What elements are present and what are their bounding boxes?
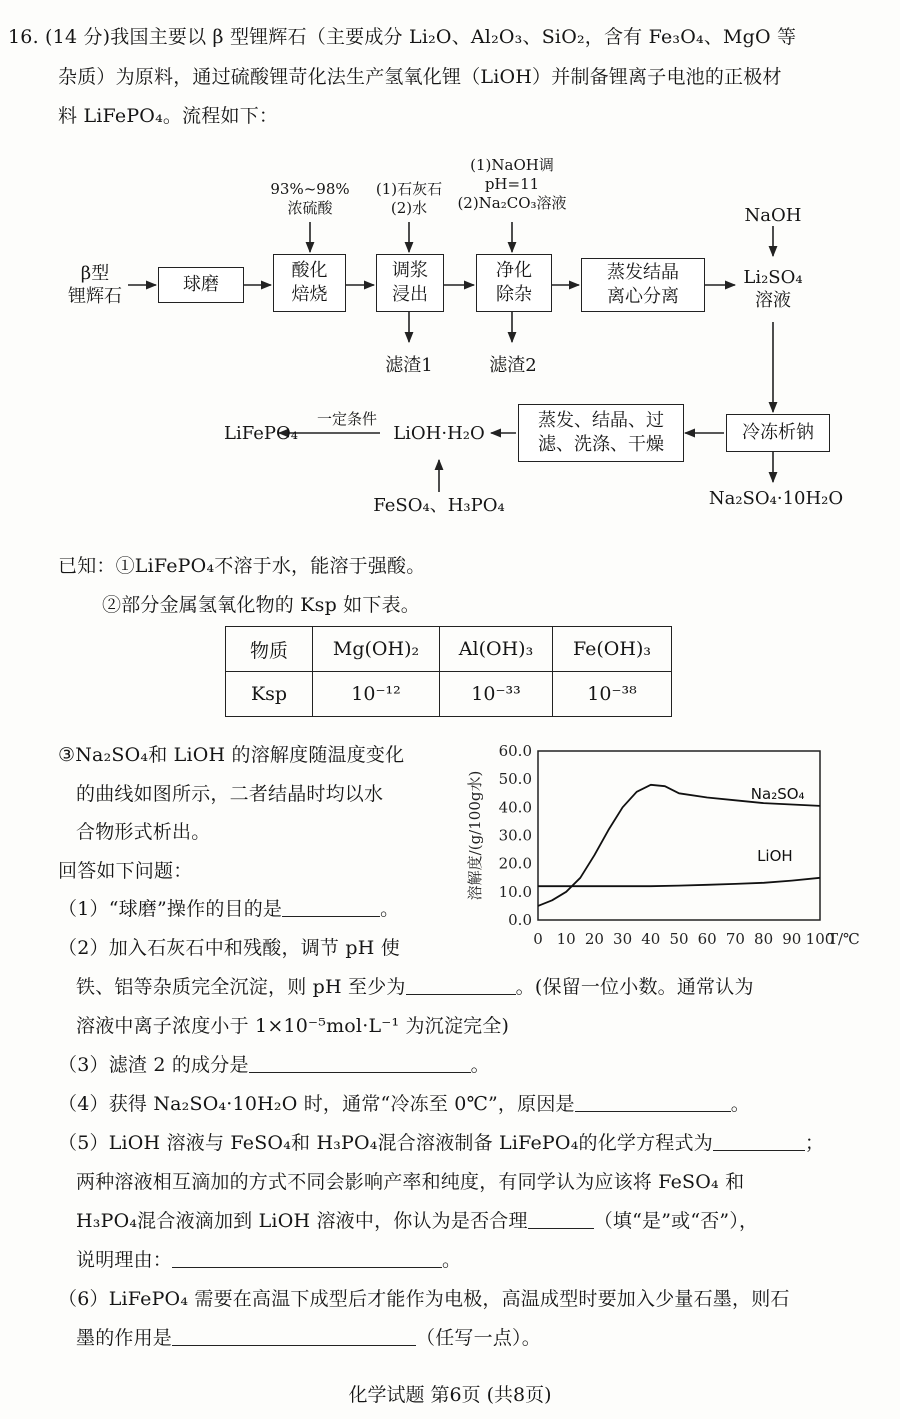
known-3-line3: 合物形式析出。 — [76, 821, 211, 843]
answer-blank-1[interactable] — [282, 896, 380, 917]
x-tick-label: 100 — [805, 930, 835, 948]
question-5-line1 — [58, 1130, 824, 1156]
purify-reagent-label: (1)NaOH调 pH=11 (2)Na₂CO₃溶液 — [457, 156, 567, 212]
answer-blank-5b[interactable] — [528, 1208, 594, 1229]
acid-roast-step: 酸化 焙烧 — [273, 254, 346, 312]
slurry-leach-step: 调浆 浸出 — [376, 254, 444, 312]
question-5-line2: 两种溶液相互滴加的方式不同会影响产率和纯度，有同学认为应该将 FeSO₄ 和 — [76, 1171, 745, 1193]
question-2-line2 — [76, 974, 754, 1000]
series-line-0 — [538, 785, 820, 906]
residue-1-label: 滤渣1 — [385, 355, 433, 376]
question-6-line1: （6）LiFePO₄ 需要在高温下成型后才能作为电极，高温成型时要加入少量石墨，则石 — [58, 1288, 790, 1310]
li2so4-solution-label: Li₂SO₄ 溶液 — [743, 267, 803, 311]
ksp-row-label: Ksp — [226, 672, 313, 717]
question-5-hint: （填“是”或“否”）， — [593, 1210, 759, 1232]
residue-2-label: 滤渣2 — [489, 355, 537, 376]
question-5-line3 — [76, 1208, 758, 1234]
x-tick-label: 90 — [782, 930, 802, 948]
question-1 — [58, 896, 399, 922]
raw-material-label: β型 锂辉石 — [68, 263, 122, 307]
slurry-reagent-label: (1)石灰石 (2)水 — [375, 180, 443, 217]
y-tick-label: 0.0 — [508, 911, 532, 929]
ksp-value-cell: 10⁻³⁸ — [553, 672, 672, 717]
question-3 — [58, 1052, 490, 1078]
evaporate-centrifuge-step: 蒸发结晶 离心分离 — [581, 258, 705, 312]
freeze-sodium-step: 冷冻析钠 — [726, 414, 830, 452]
x-tick-label: 10 — [556, 930, 576, 948]
lioh-hydrate-label: LiOH·H₂O — [393, 423, 485, 444]
ksp-table-value-row — [226, 672, 672, 717]
x-tick-label: 60 — [697, 930, 717, 948]
known-1: 已知：①LiFePO₄不溶于水，能溶于强酸。 — [58, 555, 426, 577]
x-tick-label: 0 — [533, 930, 543, 948]
known-3-line2: 的曲线如图所示，二者结晶时均以水 — [76, 783, 384, 805]
question-5-reason-label: 说明理由： — [76, 1249, 173, 1271]
question-4-text: （4）获得 Na₂SO₄·10H₂O 时，通常“冷冻至 0℃”，原因是 — [58, 1093, 575, 1115]
y-tick-label: 40.0 — [498, 798, 532, 817]
x-tick-label: 80 — [754, 930, 774, 948]
question-5-text-2: H₃PO₄混合液滴加到 LiOH 溶液中，你认为是否合理 — [76, 1210, 528, 1232]
purify-step: 净化 除杂 — [476, 254, 552, 312]
feso4-h3po4-label: FeSO₄、H₃PO₄ — [373, 495, 505, 516]
question-6-hint: （任写一点）。 — [416, 1327, 541, 1349]
question-1-end: 。 — [380, 898, 400, 920]
question-4-end: 。 — [730, 1093, 750, 1115]
naoh-label: NaOH — [744, 205, 802, 226]
answer-blank-5a[interactable] — [713, 1130, 805, 1151]
x-tick-label: 40 — [641, 930, 661, 948]
y-axis-label: 溶解度/(g/100g水) — [466, 770, 484, 901]
answer-blank-2[interactable] — [406, 974, 516, 995]
question-5-sep: ； — [804, 1132, 825, 1154]
solubility-chart — [460, 735, 895, 950]
ksp-header-cell: 物质 — [226, 627, 313, 672]
ball-mill-step: 球磨 — [158, 267, 244, 303]
question-3-text: （3）滤渣 2 的成分是 — [58, 1054, 249, 1076]
question-6-text: 墨的作用是 — [76, 1327, 173, 1349]
ksp-header-cell: Al(OH)₃ — [440, 627, 553, 672]
question-5-end: 。 — [442, 1249, 462, 1271]
question-2-text: 铁、铝等杂质完全沉淀，则 pH 至少为 — [76, 976, 406, 998]
condition-label: 一定条件 — [316, 410, 377, 428]
plot-frame — [538, 751, 820, 920]
page-footer: 化学试题 第6页 (共8页) — [348, 1384, 552, 1406]
ksp-table — [225, 626, 672, 717]
question-4 — [58, 1091, 750, 1117]
question-6-line2 — [76, 1325, 541, 1351]
y-tick-label: 50.0 — [498, 770, 532, 789]
series-label: Na₂SO₄ — [750, 784, 805, 803]
ksp-value-cell: 10⁻³³ — [440, 672, 553, 717]
question-2-line1: （2）加入石灰石中和残酸，调节 pH 使 — [58, 937, 400, 959]
y-tick-label: 30.0 — [498, 826, 532, 845]
evaporate-filter-dry-step: 蒸发、结晶、过 滤、洗涤、干燥 — [518, 404, 684, 462]
ksp-header-cell: Fe(OH)₃ — [553, 627, 672, 672]
y-tick-label: 20.0 — [498, 854, 532, 873]
x-axis-label: T/℃ — [828, 930, 860, 948]
na2so4-hydrate-label: Na₂SO₄·10H₂O — [708, 488, 844, 509]
answer-blank-3[interactable] — [249, 1052, 471, 1073]
ksp-value-cell: 10⁻¹² — [313, 672, 440, 717]
y-tick-label: 10.0 — [498, 882, 532, 901]
question-1-text: （1）“球磨”操作的目的是 — [58, 898, 283, 920]
known-2: ②部分金属氢氧化物的 Ksp 如下表。 — [102, 594, 420, 616]
answer-blank-5c[interactable] — [172, 1247, 442, 1268]
series-label: LiOH — [757, 846, 793, 865]
question-16-intro-line2: 杂质）为原料，通过硫酸锂苛化法生产氢氧化锂（LiOH）并制备锂离子电池的正极材 — [58, 66, 782, 88]
x-tick-label: 50 — [669, 930, 689, 948]
ksp-header-cell: Mg(OH)₂ — [313, 627, 440, 672]
x-tick-label: 30 — [613, 930, 633, 948]
answer-blank-4[interactable] — [575, 1091, 731, 1112]
lifepo4-product-label: LiFePO₄ — [224, 423, 298, 444]
known-3-line1: ③Na₂SO₄和 LiOH 的溶解度随温度变化 — [58, 744, 405, 766]
question-2-note: 。(保留一位小数。通常认为 — [515, 976, 754, 998]
acid-reagent-label: 93%~98% 浓硫酸 — [270, 180, 350, 217]
ksp-table-header-row — [226, 627, 672, 672]
x-tick-label: 20 — [584, 930, 604, 948]
question-16-intro-line3: 料 LiFePO₄。流程如下： — [58, 105, 279, 127]
question-5-line4 — [76, 1247, 461, 1273]
question-16-intro-line1: 16. (14 分)我国主要以 β 型锂辉石（主要成分 Li₂O、Al₂O₃、SiO₂，含有 Fe₃O₄、MgO 等 — [8, 26, 797, 48]
x-tick-label: 70 — [725, 930, 745, 948]
question-5-text: （5）LiOH 溶液与 FeSO₄和 H₃PO₄混合溶液制备 LiFePO₄的化学方程式为 — [58, 1132, 713, 1154]
questions-intro: 回答如下问题： — [58, 860, 193, 882]
y-tick-label: 60.0 — [498, 742, 532, 760]
answer-blank-6[interactable] — [172, 1325, 416, 1346]
question-2-line3: 溶液中离子浓度小于 1×10⁻⁵mol·L⁻¹ 为沉淀完全) — [76, 1015, 510, 1037]
question-3-end: 。 — [470, 1054, 490, 1076]
